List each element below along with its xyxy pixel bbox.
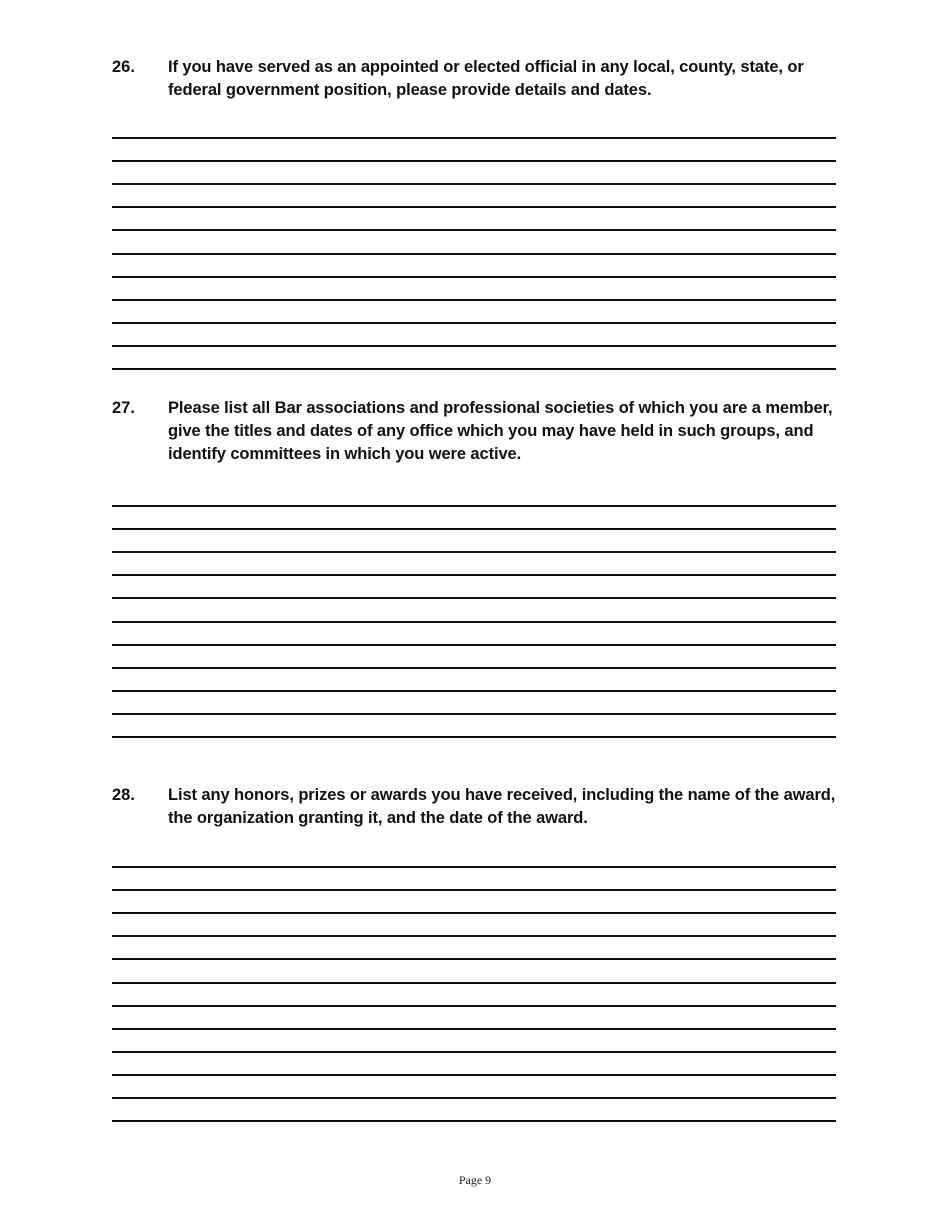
answer-line[interactable] bbox=[112, 553, 836, 576]
question-27-text: Please list all Bar associations and professional societies of which you are a member, give the titles and dates of any office which you may have held in such groups, and identify committees in which you were active. bbox=[168, 399, 833, 463]
answer-line[interactable] bbox=[112, 231, 836, 254]
question-27-answer-lines[interactable] bbox=[112, 484, 836, 738]
answer-line[interactable] bbox=[112, 623, 836, 646]
answer-line[interactable] bbox=[112, 507, 836, 530]
answer-line[interactable] bbox=[112, 868, 836, 891]
answer-line[interactable] bbox=[112, 278, 836, 301]
answer-line[interactable] bbox=[112, 255, 836, 278]
answer-line[interactable] bbox=[112, 669, 836, 692]
answer-line[interactable] bbox=[112, 891, 836, 914]
question-27 bbox=[112, 397, 842, 466]
question-28-number: 28. bbox=[112, 786, 135, 804]
answer-line[interactable] bbox=[112, 116, 836, 139]
question-28-answer-lines[interactable] bbox=[112, 845, 836, 1122]
question-27-number: 27. bbox=[112, 399, 135, 417]
answer-line[interactable] bbox=[112, 646, 836, 669]
answer-line[interactable] bbox=[112, 185, 836, 208]
answer-line[interactable] bbox=[112, 208, 836, 231]
answer-line[interactable] bbox=[112, 162, 836, 185]
answer-line[interactable] bbox=[112, 692, 836, 715]
question-28-text: List any honors, prizes or awards you have received, including the name of the award, the organization granting it, and the date of the award. bbox=[168, 786, 836, 827]
answer-line[interactable] bbox=[112, 347, 836, 370]
question-26-number: 26. bbox=[112, 58, 135, 76]
answer-line[interactable] bbox=[112, 715, 836, 738]
answer-line[interactable] bbox=[112, 960, 836, 983]
page-number: Page 9 bbox=[458, 1173, 492, 1187]
answer-line[interactable] bbox=[112, 937, 836, 960]
answer-line[interactable] bbox=[112, 324, 836, 347]
answer-line[interactable] bbox=[112, 1030, 836, 1053]
answer-line[interactable] bbox=[112, 599, 836, 622]
answer-line[interactable] bbox=[112, 845, 836, 868]
answer-line[interactable] bbox=[112, 984, 836, 1007]
question-26-header bbox=[112, 56, 842, 102]
question-26-text: If you have served as an appointed or elected official in any local, county, state, or federal government position, please provide details and dates. bbox=[168, 58, 804, 99]
question-27-header bbox=[112, 397, 842, 466]
answer-line[interactable] bbox=[112, 1053, 836, 1076]
question-28-header bbox=[112, 784, 842, 830]
answer-line[interactable] bbox=[112, 1099, 836, 1122]
answer-line[interactable] bbox=[112, 301, 836, 324]
answer-line[interactable] bbox=[112, 139, 836, 162]
question-26 bbox=[112, 56, 842, 102]
answer-line[interactable] bbox=[112, 1007, 836, 1030]
answer-line[interactable] bbox=[112, 576, 836, 599]
answer-line[interactable] bbox=[112, 530, 836, 553]
question-28 bbox=[112, 784, 842, 830]
question-26-answer-lines[interactable] bbox=[112, 116, 836, 370]
answer-line[interactable] bbox=[112, 484, 836, 507]
answer-line[interactable] bbox=[112, 914, 836, 937]
answer-line[interactable] bbox=[112, 1076, 836, 1099]
